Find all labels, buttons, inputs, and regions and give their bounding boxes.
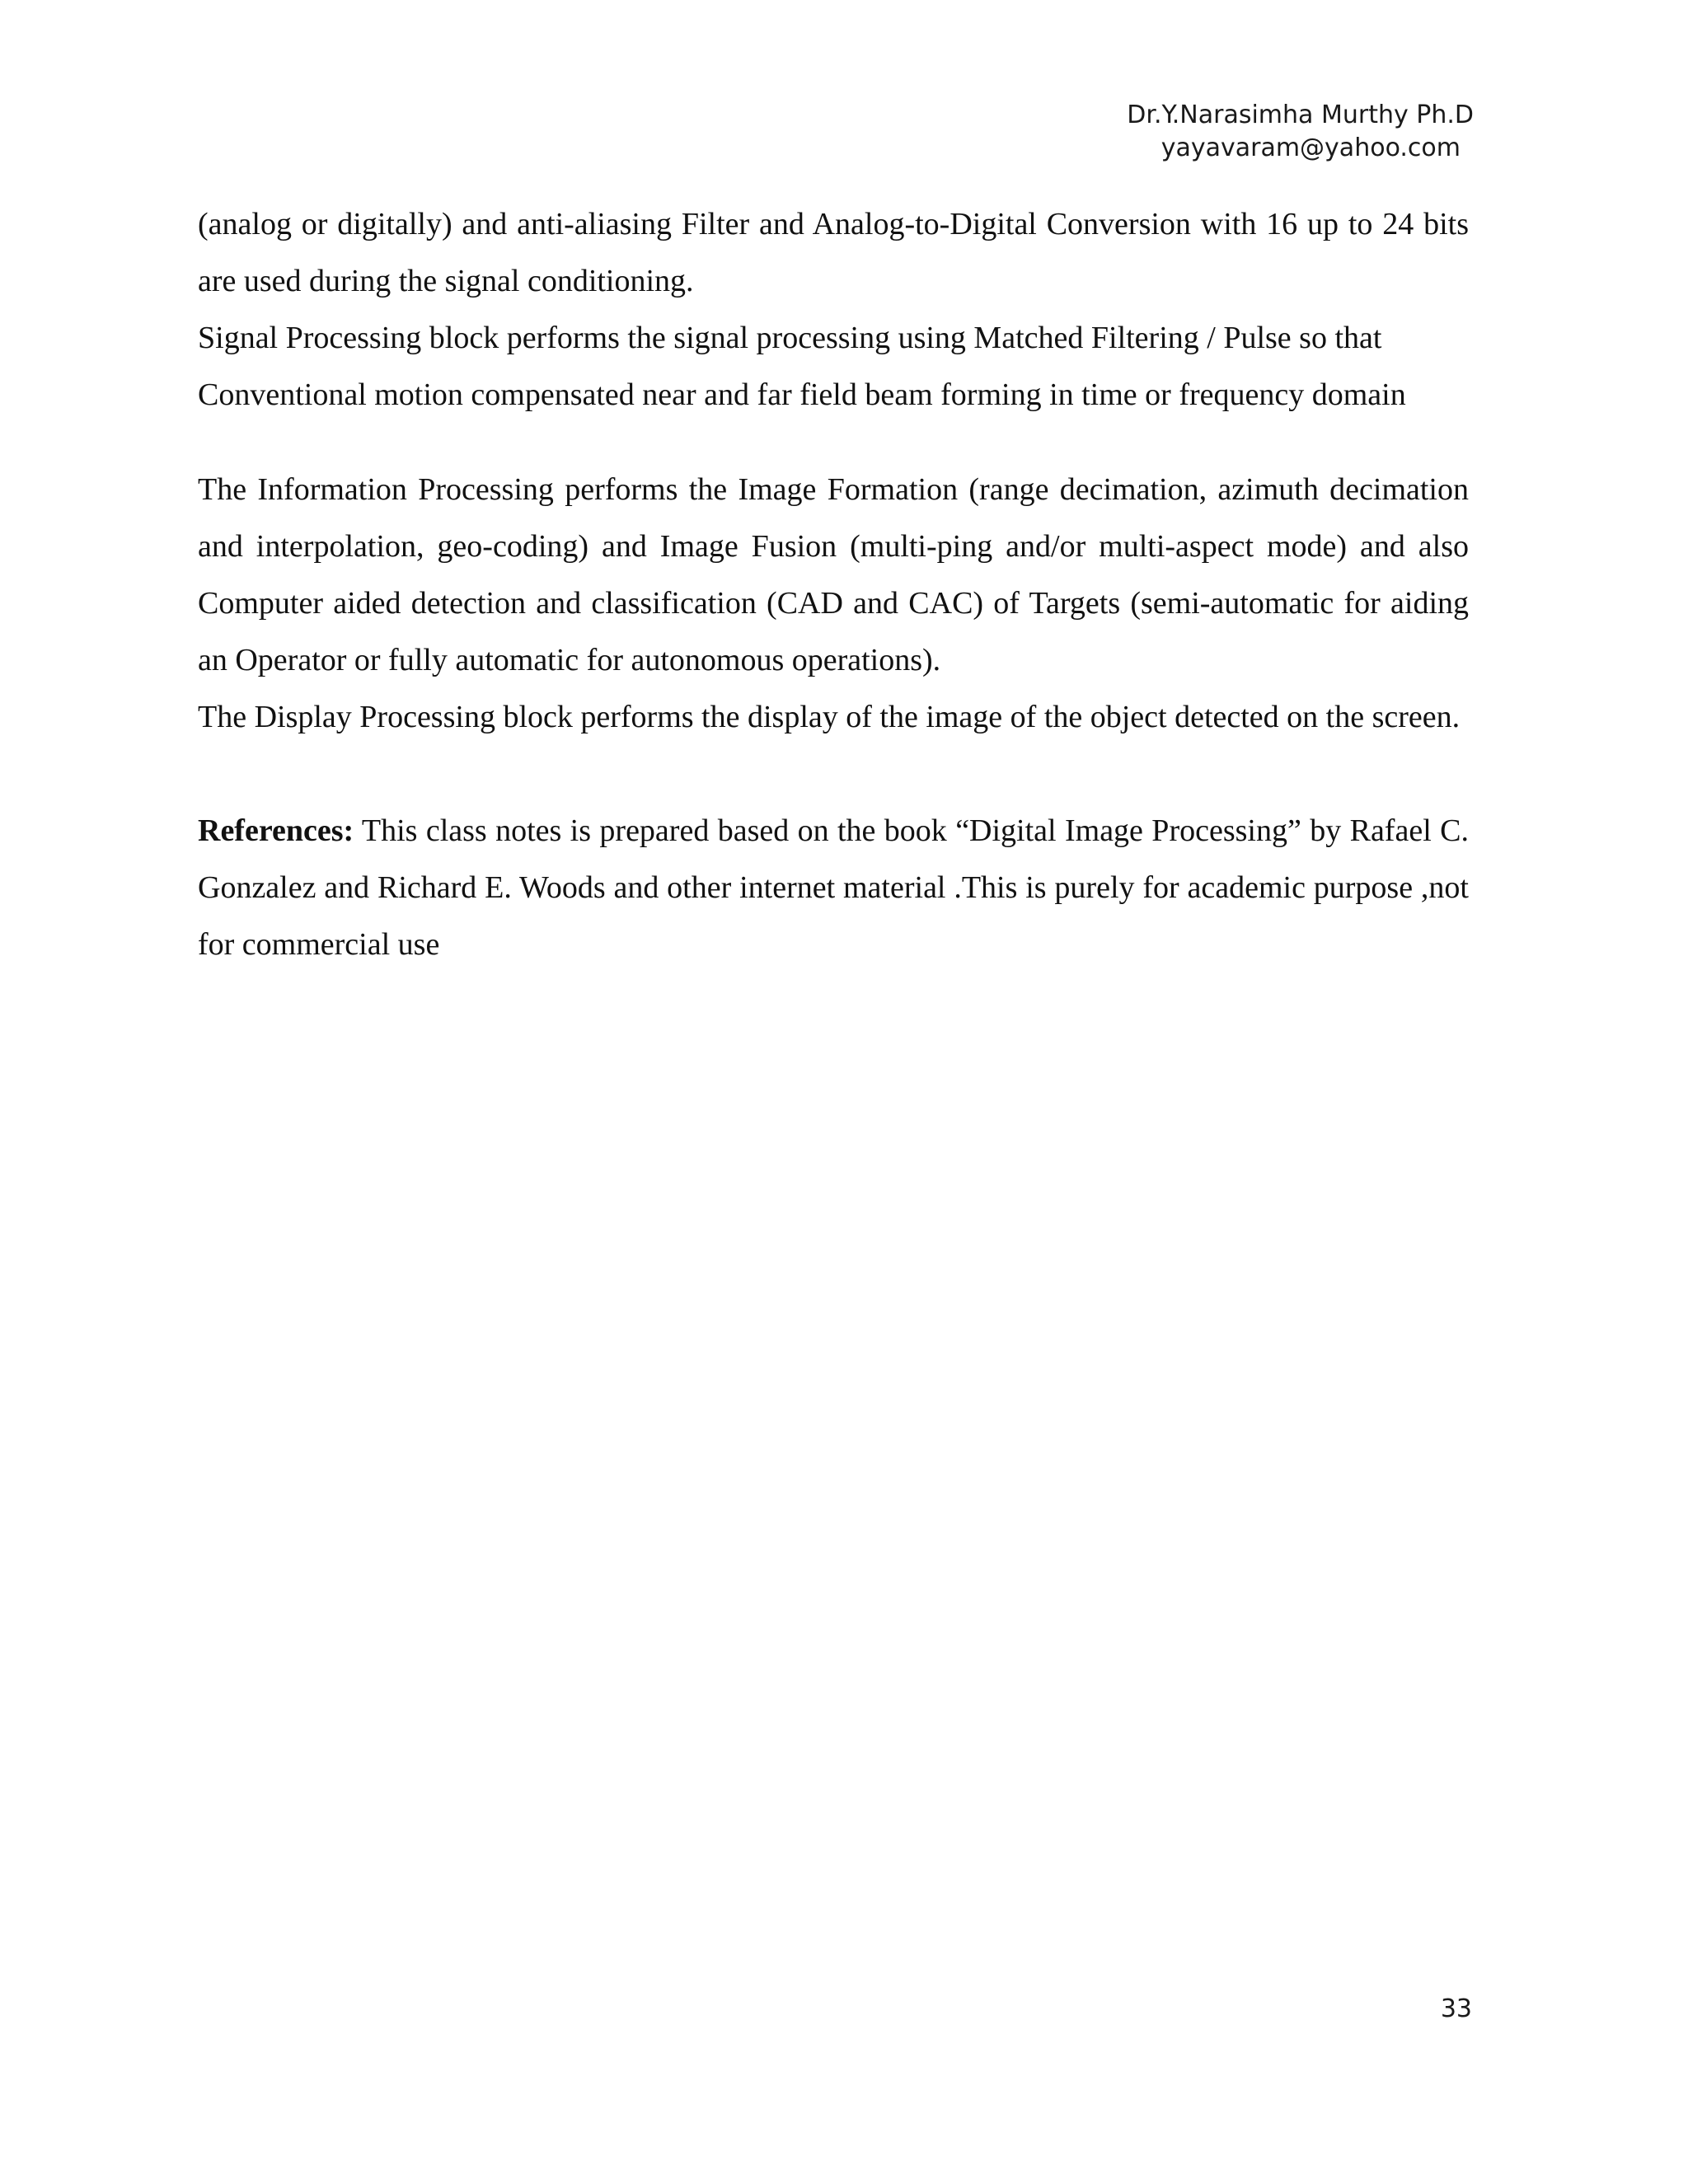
- author-name: Dr.Y.Narasimha Murthy Ph.D: [1127, 101, 1474, 129]
- paragraph-information-processing: The Information Processing performs the Image Formation (range decimation, azimuth decimation and interpolation, geo-coding) and Image Fusion (multi-ping and/or multi-aspect mode) and also Computer aided detection and classification (CAD and CAC) of Targets (semi-automatic for aiding an Operator or fully automatic for autonomous operations).: [198, 472, 1469, 677]
- paragraph-spacer: [198, 746, 1469, 803]
- author-email: yayavaram@yahoo.com: [1160, 134, 1461, 162]
- document-body: [198, 196, 1469, 973]
- paragraph-signal-processing-line-1: Signal Processing block performs the signal processing using Matched Filtering / Pulse so that: [198, 321, 1382, 355]
- paragraph-display-processing: The Display Processing block performs the display of the image of the object detected on the screen.: [198, 700, 1461, 734]
- paragraph-signal-conditioning: (analog or digitally) and anti-aliasing Filter and Analog-to-Digital Conversion with 16 up to 24 bits are used during the signal conditioning.: [198, 207, 1469, 298]
- references-text: This class notes is prepared based on the book “Digital Image Processing” by Rafael C. Gonzalez and Richard E. Woods and other internet material .This is purely for academic purpose ,not for commercial use: [198, 813, 1469, 962]
- page-header: [1127, 99, 1474, 165]
- page-number: 33: [1440, 1994, 1472, 2023]
- paragraph-references: [198, 803, 1469, 973]
- references-label: References:: [198, 813, 354, 848]
- paragraph-spacer: [198, 424, 1469, 462]
- paragraph-signal-processing-line-2: Conventional motion compensated near and far field beam forming in time or frequency domain: [198, 377, 1406, 412]
